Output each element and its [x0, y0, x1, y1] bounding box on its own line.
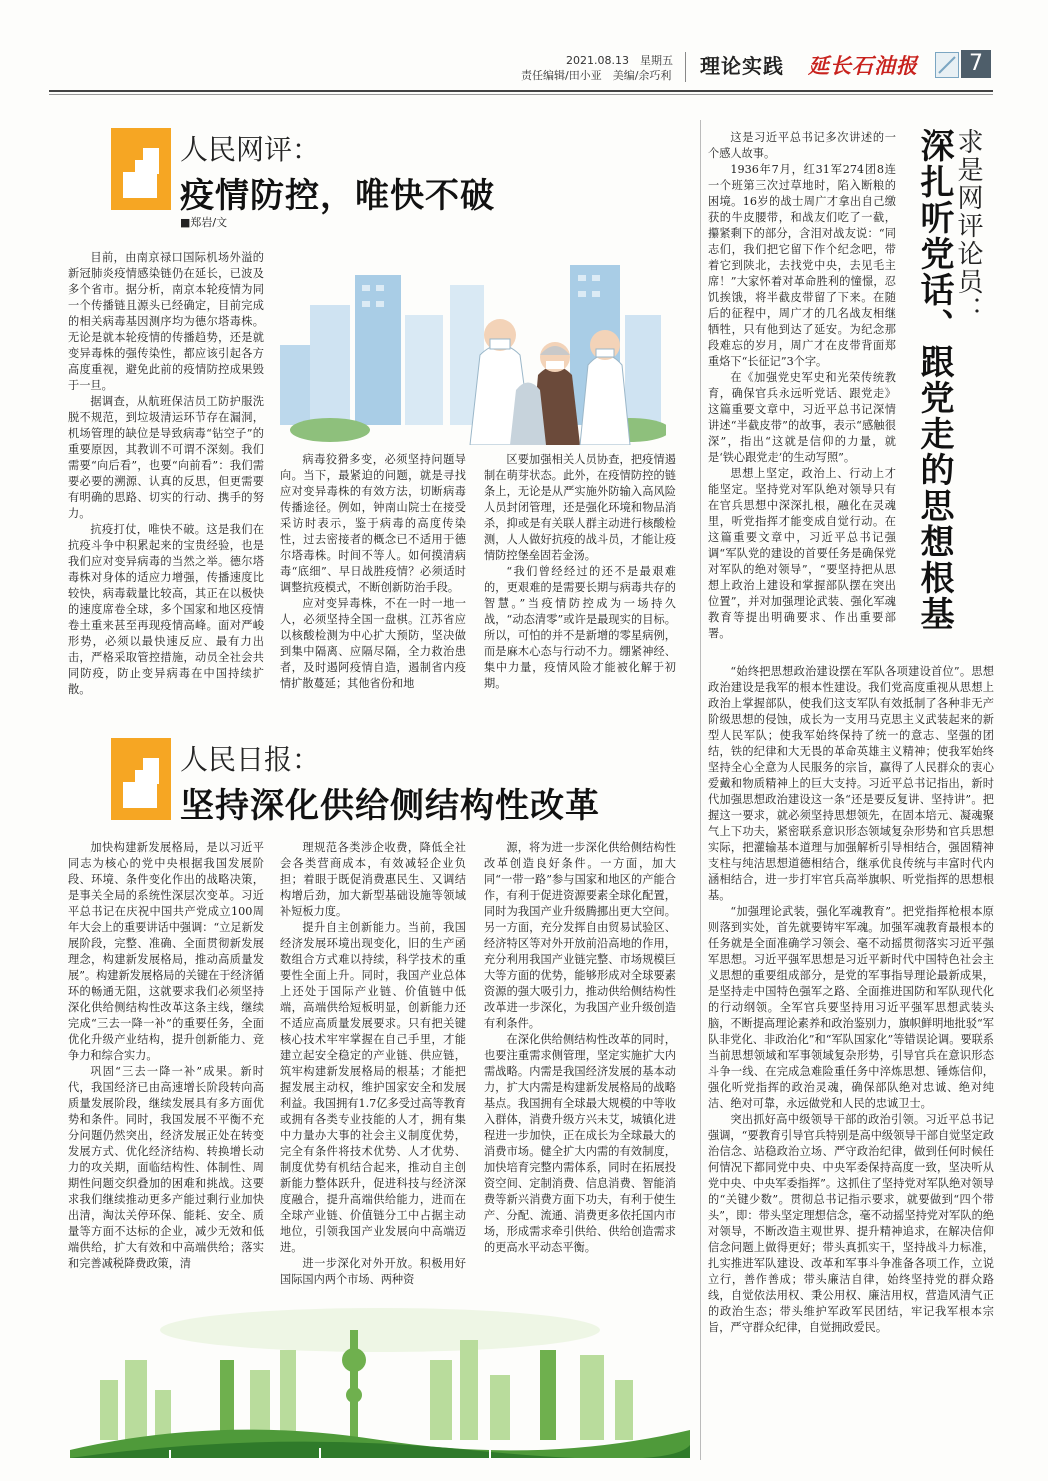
paragraph: 提升自主创新能力。当前，我国经济发展环境出现变化，旧的生产函数组合方式难以持续，科学技术的重要性全面上升。同时，我国产业总体上还处于国际产业链、价值链中低端，高端供给短板明显，创新能力还不适应高质量发展要求。只有把关键核心技术牢牢掌握在自己手里，才能建立起安全稳定的产业链、供应链，筑牢构建新发展格局的根基；才能把握发展主动权，维护国家安全和发展利益。我国拥有1.7亿多受过高等教育或拥有各类专业技能的人才，拥有集中力量办大事的社会主义制度优势，完全有条件将技术优势、人才优势、制度优势有机结合起来，推动自主创新能力整体跃升，促进科技与经济深度融合，提升高端供给能力，进而在全球产业链、价值链分工中占据主动地位，引领我国产业发展向中高端迈进。: [280, 921, 466, 1254]
section-title: 理论实践: [700, 54, 784, 78]
paragraph: 在《加强党史军史和光荣传统教育，确保官兵永远听党话、跟党走》这篇重要文章中，习近平总书记深情讲述“半截皮带”的故事，表示“感触很深”，指出“这就是信仰的力量，就是‘铁心跟党走’的生动写照”。: [708, 371, 896, 464]
page-number: 7: [961, 50, 991, 78]
masthead-rule-thin: [49, 94, 993, 95]
paragraph: 突出抓好高中级领导干部的政治引领。习近平总书记强调，“要教育引导官兵特别是高中级领导干部自觉坚定政治信念、站稳政治立场、严守政治纪律，做到任何时候任何情况下都同党中央、中央军委保持高度一致，坚决听从党中央、中央军委指挥”。这抓住了坚持党对军队绝对领导的“关键少数”。贯彻总书记指示要求，就要做到“四个带头”，即：带头坚定理想信念，毫不动摇坚持党对军队的绝对领导，不断改造主观世界、提升精神追求，在解决信仰信念问题上做得更好；带头真抓实干，坚持战斗力标准，扎实推进军队建设、改革和军事斗争准备各项工作，立说立行，善作善成；带头廉洁自律，始终坚持党的群众路线，自觉依法用权、秉公用权、廉洁用权，营造风清气正的政治生态；带头维护军政军民团结，牢记我军根本宗旨，严守群众纪律，自觉拥政爱民。: [708, 1113, 994, 1334]
article3-column-wide: [708, 664, 994, 1336]
paragraph: “始终把思想政治建设摆在军队各项建设首位”。思想政治建设是我军的根本性建设。我们党高度重视从思想上政治上掌握部队，使我们这支军队有效抵制了各种非无产阶级思想的侵蚀，成长为一支用马克思主义武装起来的新型人民军队；使我军始终保持了统一的意志、坚强的团结，铁的纪律和大无畏的革命英雄主义精神；使我军始终坚持全心全意为人民服务的宗旨，赢得了人民群众的衷心爱戴和物质精神上的巨大支持。习近平总书记指出，新时代加强思想政治建设这一条“还是要反复讲、坚持讲”。把握这一要求，就必须坚持思想领先，在固本培元、凝魂聚气上下功夫，紧密联系意识形态领域复杂形势和官兵思想实际，把灌输基本道理与加强解析引导相结合，强固精神支柱与纯洁思想道德相结合，继承优良传统与丰富时代内涵相结合，进一步打牢官兵高举旗帜、听党指挥的思想根基。: [708, 665, 994, 902]
article1-column-1: [68, 250, 264, 698]
article1-column-2: [280, 452, 466, 692]
masthead-divider: [685, 52, 686, 82]
paragraph: 加快构建新发展格局，是以习近平同志为核心的党中央根据我国发展阶段、环境、条件变化作出的战略决策，是事关全局的系统性深层次变革。习近平总书记在庆祝中国共产党成立100周年大会上的重要讲话中强调：“立足新发展阶段，完整、准确、全面贯彻新发展理念，构建新发展格局，推动高质量发展”。构建新发展格局的关键在于经济循环的畅通无阻，这就要求我们必须坚持深化供给侧结构性改革这条主线，继续完成“三去一降一补”的重要任务，全面优化升级产业结构，提升创新能力、竞争力和综合实力。: [68, 841, 264, 1062]
paragraph: 进一步深化对外开放。积极用好国际国内两个市场、两种资: [280, 1257, 466, 1286]
paragraph: 在深化供给侧结构性改革的同时，也要注重需求侧管理，坚定实施扩大内需战略。内需是我国经济发展的基本动力，扩大内需是构建新发展格局的战略基点。我国拥有全球最大规模的中等收入群体，消费升级方兴未艾，城镇化进程进一步加快，正在成长为全球最大的消费市场。健全扩大内需的有效制度，加快培育完整内需体系，同时在拓展投资空间、定制消费、信息消费、智能消费等新兴消费方面下功夫，有利于使生产、分配、流通、消费更多依托国内市场，形成需求牵引供给、供给创造需求的更高水平动态平衡。: [484, 1033, 676, 1254]
article2-column-3: [484, 840, 676, 1256]
paragraph: “加强理论武装，强化军魂教育”。把党指挥枪根本原则落到实处，首先就要铸牢军魂。加强军魂教育最根本的任务就是全面准确学习领会、毫不动摇贯彻落实习近平强军思想。习近平强军思想是习近平新时代中国特色社会主义思想的重要组成部分，是党的军事指导理论最新成果，是坚持走中国特色强军之路、全面推进国防和军队现代化的行动纲领。全军官兵要坚持用习近平强军思想武装头脑，不断提高理论素养和政治鉴别力，旗帜鲜明地批驳“军队非党化、非政治化”和“军队国家化”等错误论调。要联系当前思想领域和军事领域复杂形势，引导官兵在意识形态斗争一线、在完成急难险重任务中淬炼思想、锤炼信仰，强化听党指挥的政治灵魂，确保部队绝对忠诚、绝对纯洁、绝对可靠，永远做党和人民的忠诚卫士。: [708, 905, 994, 1110]
article1-byline: ■郑岩/文: [180, 216, 228, 229]
heading-block-icon: [111, 738, 171, 820]
newspaper-brand: 延长石油报: [808, 53, 918, 78]
paragraph: 据调查，从航班保洁员工防护服洗脱不规范，到垃圾清运环节存在漏洞，机场管理的缺位是导致病毒“钻空子”的重要原因，其教训不可谓不深刻。我们需要“向后看”，也要“向前看”：我们需要必要的溯源、认真的反思，但更需要有明确的思路、切实的行动、携手的努力。: [68, 395, 264, 520]
paragraph: 巩固“三去一降一补”成果。新时代，我国经济已由高速增长阶段转向高质量发展阶段，继续发展具有多方面优势和条件。同时，我国发展不平衡不充分问题仍然突出，经济发展正处在转变发展方式、优化经济结构、转换增长动力的攻关期，面临结构性、体制性、周期性问题交织叠加的困难和挑战。这要求我们继续推动更多产能过剩行业加快出清，淘汰关停环保、能耗、安全、质量等方面不达标的企业，减少无效和低端供给，扩大有效和中高端供给；落实和完善减税降费政策，清: [68, 1065, 264, 1270]
paragraph: “我们曾经经过的还不是最艰难的，更艰难的是需要长期与病毒共存的智慧。”当疫情防控成为一场持久战，“动态清零”或许是最现实的目标。所以，可怕的并不是新增的零星病例，而是麻木心态与行动不力。绷紧神经、集中力量，疫情风险才能被化解于初期。: [484, 565, 676, 690]
article3-kicker: 求是网评论员：: [953, 128, 983, 324]
paragraph: 目前，由南京禄口国际机场外溢的新冠肺炎疫情感染链仍在延长，已波及多个省市。据分析，南京本轮疫情为同一个传播链且源头已经确定，目前完成的相关病毒基因测序均为德尔塔毒株。无论是就本轮疫情的传播趋势，还是就变异毒株的强传染性，都应该引起各方高度重视，避免此前的疫情防控成果毁于一旦。: [68, 251, 264, 392]
paragraph: 理规范各类涉企收费，降低全社会各类营商成本，有效减轻企业负担；着眼于既促消费惠民生、又调结构增后劲，加大新型基础设施等领域补短板力度。: [280, 841, 466, 918]
paragraph: 抗疫打仗，唯快不破。这是我们在抗疫斗争中积累起来的宝贵经验，也是我们应对变异病毒的当然之举。德尔塔毒株对身体的适应力增强，传播速度比较快，病毒载量比较高，其正在以极快的速度席卷全球，多个国家和地区疫情卷土重来甚至再现疫情高峰。面对严峻形势，必须以最快速反应、最有力出击，严格采取管控措施，动员全社会共同防疫，防止变异病毒在中国持续扩散。: [68, 523, 264, 696]
issue-date: 2021.08.13 星期五: [566, 54, 673, 67]
article2-column-1: [68, 840, 264, 1272]
article3-headline: 深扎听党话、跟党走的思想根基: [914, 128, 954, 632]
paragraph: 源，将为进一步深化供给侧结构性改革创造良好条件。一方面，加大同“一带一路”参与国家和地区的产能合作，有利于促进资源要素全球化配置，同时为我国产业升级腾挪出更大空间。另一方面，充分发挥自由贸易试验区、经济特区等对外开放前沿高地的作用，充分利用我国产业链完整、市场规模巨大等方面的优势，能够形成对全球要素资源的强大吸引力，推动供给侧结构性改革进一步深化，为我国产业升级创造有利条件。: [484, 841, 676, 1030]
doctors-city-illustration: [270, 245, 666, 445]
article2-headline: 坚持深化供给侧结构性改革: [180, 786, 600, 826]
paragraph: 病毒狡猾多变，必须坚持问题导向。当下，最紧迫的问题，就是寻找应对变异毒株的有效方法，切断病毒传播途径。例如，钟南山院士在接受采访时表示，鉴于病毒的高度传染性，过去密接者的概念已不适用于德尔塔毒株。时间不等人。如何摸清病毒“底细”、早日战胜疫情？必须适时调整抗疫模式，不断创新防治手段。: [280, 453, 466, 594]
article2-kicker: 人民日报：: [180, 743, 321, 776]
article1-kicker: 人民网评：: [180, 133, 321, 166]
article1-headline: 疫情防控，唯快不破: [180, 176, 495, 216]
editor-credits: 责任编辑/田小亚 美编/余巧利: [521, 69, 672, 82]
heading-block-icon: [111, 128, 171, 210]
article1-column-3: [484, 452, 676, 692]
paragraph: 1936年7月，红31军274团8连一个班第三次过草地时，陷入断粮的困境。16岁的战士周广才拿出自己缴获的牛皮腰带，和战友们吃了一截，攥紧剩下的部分，含泪对战友说：“同志们，我们把它留下作个纪念吧，带着它到陕北，去找党中央，去见毛主席！”大家怀着对革命胜利的憧憬，忍饥挨饿，将半截皮带留了下来。在随后的征程中，周广才的几名战友相继牺牲，只有他到达了延安。为纪念那段难忘的岁月，周广才在皮带背面郑重烙下“长征记”3个字。: [708, 163, 896, 368]
article3-column-narrow: [708, 130, 896, 642]
paragraph: 区要加强相关人员协查，把疫情遏制在萌芽状态。此外，在疫情防控的链条上，无论是从严实施外防输入高风险人员封闭管理，还是强化环境和物品消杀，抑或是有关联人群主动进行核酸检测，人人做好抗疫的战斗员，才能让疫情防控堡垒固若金汤。: [484, 453, 676, 562]
paragraph: 思想上坚定，政治上、行动上才能坚定。坚持党对军队绝对领导只有在官兵思想中深深扎根，融化在灵魂里，听党指挥才能变成自觉行动。在这篇重要文章中，习近平总书记强调“军队党的建设的首要任务是确保党对军队的绝对领导”，“要坚持把从思想上政治上建设和掌握部队摆在突出位置”，并对加强理论武装、强化军魂教育等提出明确要求、作出重要部署。: [708, 467, 896, 640]
column-divider: [700, 120, 701, 1460]
paragraph: 应对变异毒株，不在一时一地一人，必须坚持全国一盘棋。江苏省应以核酸检测为中心扩大预防，坚决做到集中隔离、应隔尽隔，全力救治患者，及时遏阿疫情自造，遏制省内疫情扩散蔓延；其他省份和地: [280, 597, 466, 690]
paragraph: 这是习近平总书记多次讲述的一个感人故事。: [708, 131, 896, 160]
city-skyline-illustration: [70, 1300, 690, 1458]
article2-column-2: [280, 840, 466, 1288]
masthead-rule: [49, 90, 993, 92]
page-corner-icon: [935, 52, 959, 78]
